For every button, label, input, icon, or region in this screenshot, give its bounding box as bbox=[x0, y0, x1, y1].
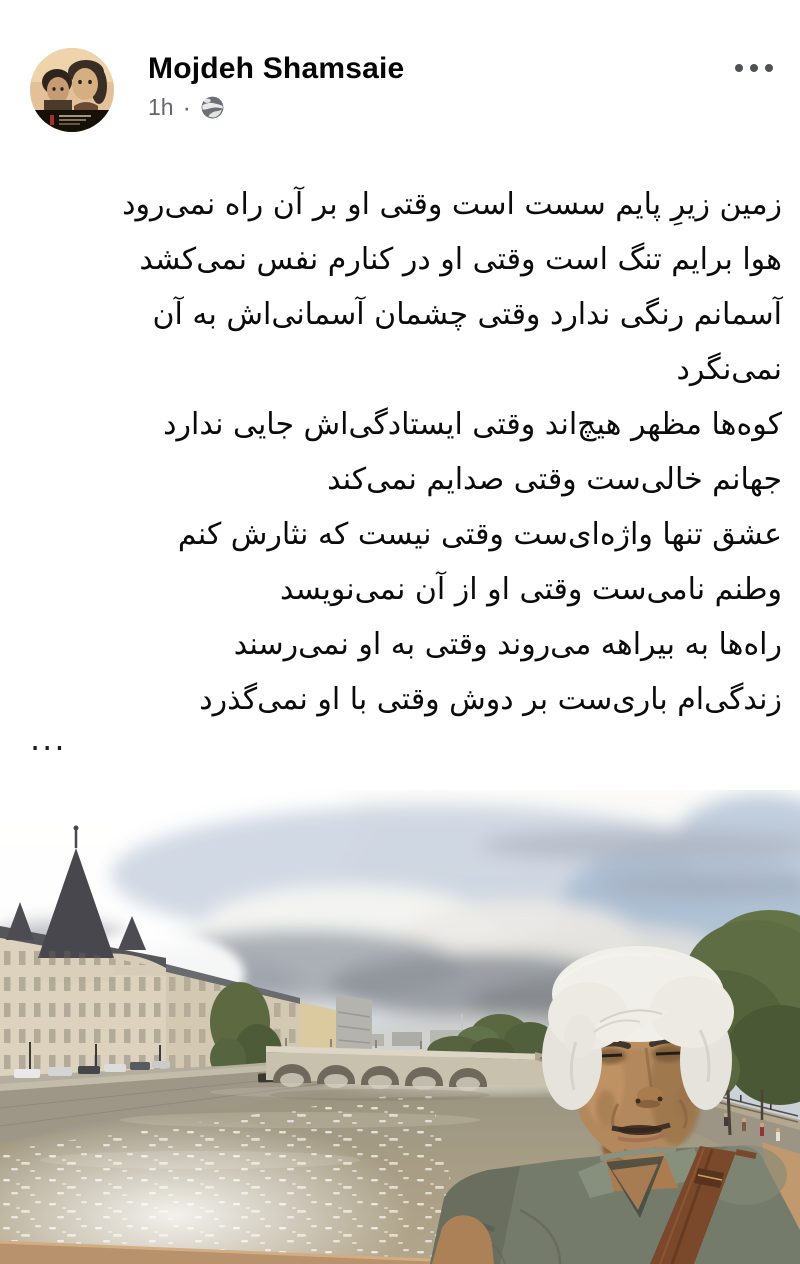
post-text-line: زمین زیرِ پایم سست است وقتی او بر آن راه نمی‌رود bbox=[122, 187, 782, 222]
globe-icon bbox=[200, 95, 225, 120]
profile-avatar[interactable] bbox=[30, 48, 114, 132]
post-header-text bbox=[148, 52, 404, 121]
post-text-line: راه‌ها به بیراهه می‌روند وقتی به او نمی‌رسند bbox=[233, 627, 782, 662]
post-timestamp[interactable]: 1h bbox=[148, 94, 174, 120]
post-text-line: وطنم نامی‌ست وقتی او از آن نمی‌نویسد bbox=[279, 572, 782, 607]
post-text-line: کوه‌ها مظهر هیچ‌اند وقتی ایستادگی‌اش جایی ندارد bbox=[163, 407, 782, 442]
post-text-line: نمی‌نگرد bbox=[676, 352, 782, 387]
post-text-line: زندگی‌ام باری‌ست بر دوش وقتی با او نمی‌گذرد bbox=[199, 682, 782, 717]
truncation-dots: ... bbox=[30, 720, 67, 758]
post-text-line: جهانم خالی‌ست وقتی صدایم نمی‌کند bbox=[327, 462, 782, 497]
post-menu-button[interactable] bbox=[729, 58, 779, 78]
post-text bbox=[20, 177, 782, 727]
author-name[interactable]: Mojdeh Shamsaie bbox=[148, 52, 405, 85]
post-text-line: عشق تنها واژه‌ای‌ست وقتی نیست که نثارش کنم bbox=[177, 517, 782, 552]
meta-separator: · bbox=[182, 93, 191, 122]
post-text-line: آسمانم رنگی ندارد وقتی چشمان آسمانی‌اش به آن bbox=[152, 297, 782, 332]
post-photo[interactable] bbox=[0, 790, 800, 1264]
post-meta bbox=[148, 94, 404, 121]
avatar-image bbox=[30, 48, 114, 132]
post-text-line: هوا برایم تنگ است وقتی او در کنارم نفس نمی‌کشد bbox=[139, 242, 782, 277]
ellipsis-icon bbox=[735, 64, 743, 72]
